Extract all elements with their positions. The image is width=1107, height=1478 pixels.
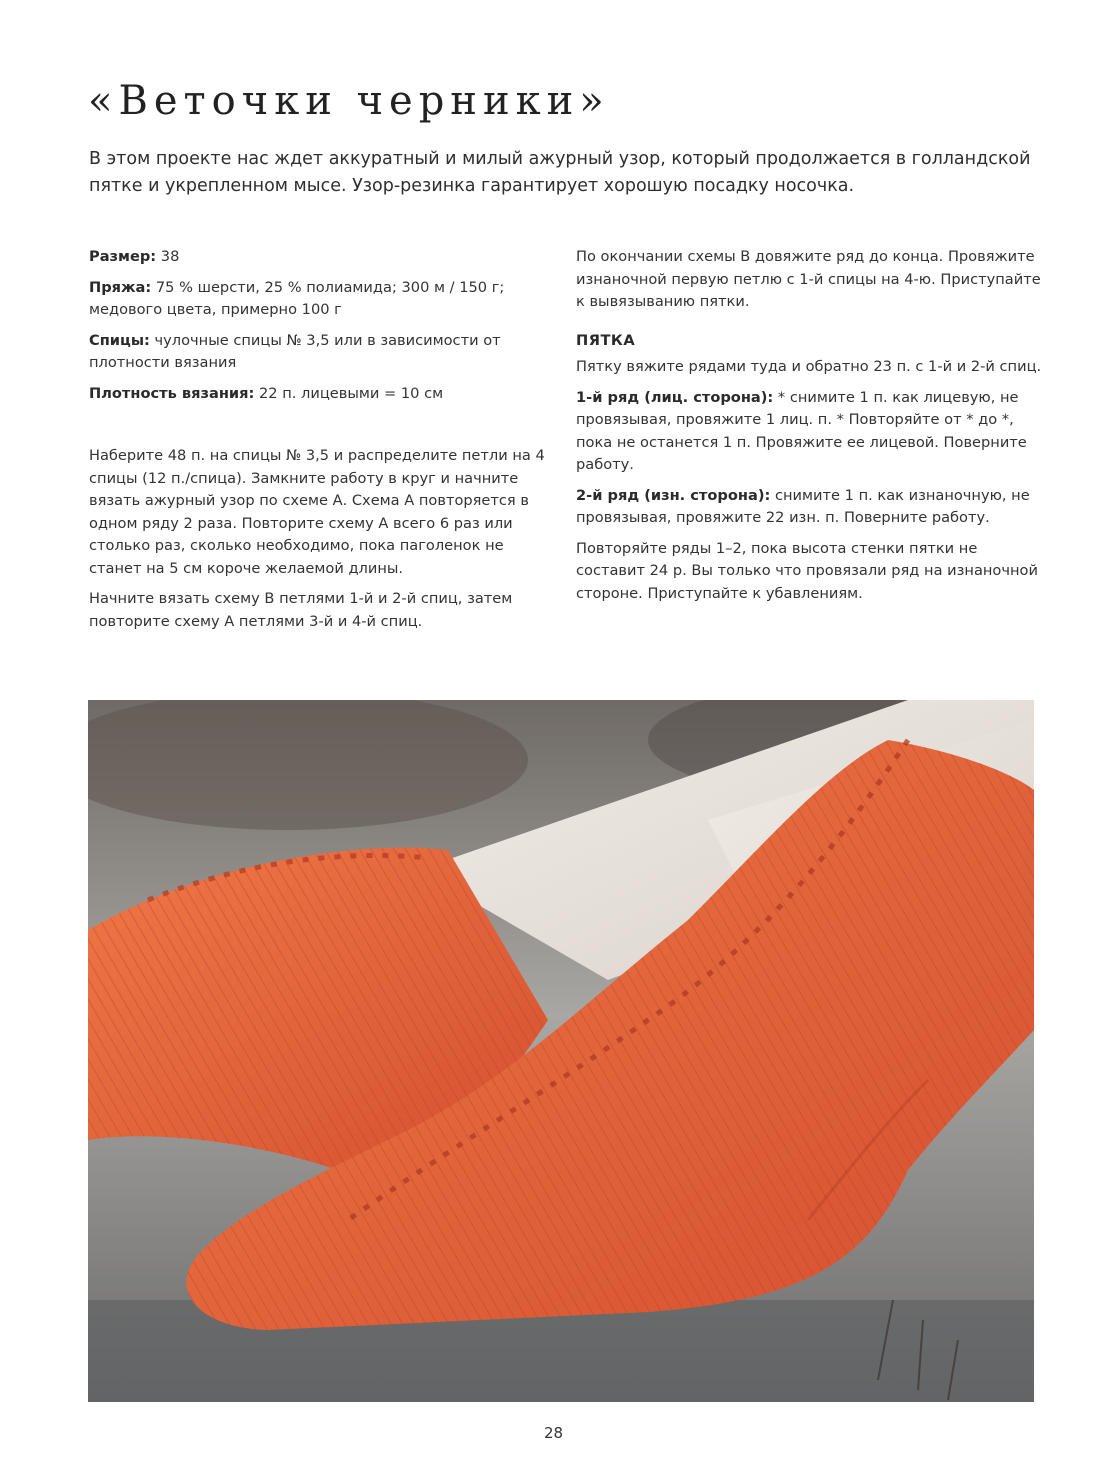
section-heading-heel: ПЯТКА xyxy=(576,331,636,349)
row-2-instruction xyxy=(576,485,1046,530)
socks-illustration xyxy=(88,700,1034,1402)
row-label: 2-й ряд (изн. сторона): xyxy=(576,486,771,504)
row-text: * снимите 1 п. как лицевую, не провязывая, провяжите 1 лиц. п. * Повторяйте от * до *, пока не останется 1 п. Провяжите ее лицевой. Поверните работу. xyxy=(576,388,1027,473)
instruction-paragraph: По окончании схемы В довяжите ряд до конца. Провяжите изнаночной первую петлю с 1-й спицы на 4-ю. Приступайте к вывязыванию пятки. xyxy=(576,248,1041,310)
spec-value: 75 % шерсти, 25 % полиамида; 300 м / 150 г; медового цвета, примерно 100 г xyxy=(89,278,505,318)
spec-label: Пряжа: xyxy=(89,278,152,296)
socks-photo xyxy=(88,700,1034,1402)
spec-size xyxy=(89,246,549,269)
spec-value: чулочные спицы № 3,5 или в зависимости от плотности вязания xyxy=(89,331,501,371)
intro-paragraph: В этом проекте нас ждет аккуратный и милый ажурный узор, который продолжается в голландской пятке и укрепленном мысе. Узор-резинка гарантирует хорошую посадку носочка. xyxy=(89,149,1031,196)
row-label: 1-й ряд (лиц. сторона): xyxy=(576,388,774,406)
page-number: 28 xyxy=(543,1424,564,1442)
instruction-paragraph: Наберите 48 п. на спицы № 3,5 и распределите петли на 4 спицы (12 п./спица). Замкните работу в круг и начните вязать ажурный узор по схеме А. Схема А повторяется в одном ряду 2 раза. Повторите схему А всего 6 раз или столько раз, сколько необходимо, пока паголенок не станет на 5 см короче желаемой длины. xyxy=(89,447,545,577)
spec-gauge xyxy=(89,383,549,406)
instruction-paragraph: Начните вязать схему В петлями 1-й и 2-й спиц, затем повторите схему А петлями 3-й и 4-й спиц. xyxy=(89,590,513,630)
spec-label: Плотность вязания: xyxy=(89,384,255,402)
row-text: снимите 1 п. как изнаночную, не провязывая, провяжите 22 изн. п. Поверните работу. xyxy=(576,486,1030,526)
spec-value: 22 п. лицевыми = 10 см xyxy=(254,384,444,402)
row-1-instruction xyxy=(576,387,1046,477)
instruction-paragraph: Пятку вяжите рядами туда и обратно 23 п. с 1-й и 2-й спиц. xyxy=(576,358,1042,375)
spec-yarn xyxy=(89,277,549,322)
left-column xyxy=(89,246,549,641)
spec-needles xyxy=(89,330,549,375)
page-title: «Веточки черники» xyxy=(88,78,610,124)
instruction-paragraph: Повторяйте ряды 1–2, пока высота стенки пятки не составит 24 р. Вы только что провязали ряд на изнаночной стороне. Приступайте к убавлениям. xyxy=(576,539,1038,602)
spec-label: Размер: xyxy=(89,248,157,265)
spec-value: 38 xyxy=(156,248,180,265)
spec-label: Спицы: xyxy=(89,331,150,349)
right-column xyxy=(576,246,1046,613)
